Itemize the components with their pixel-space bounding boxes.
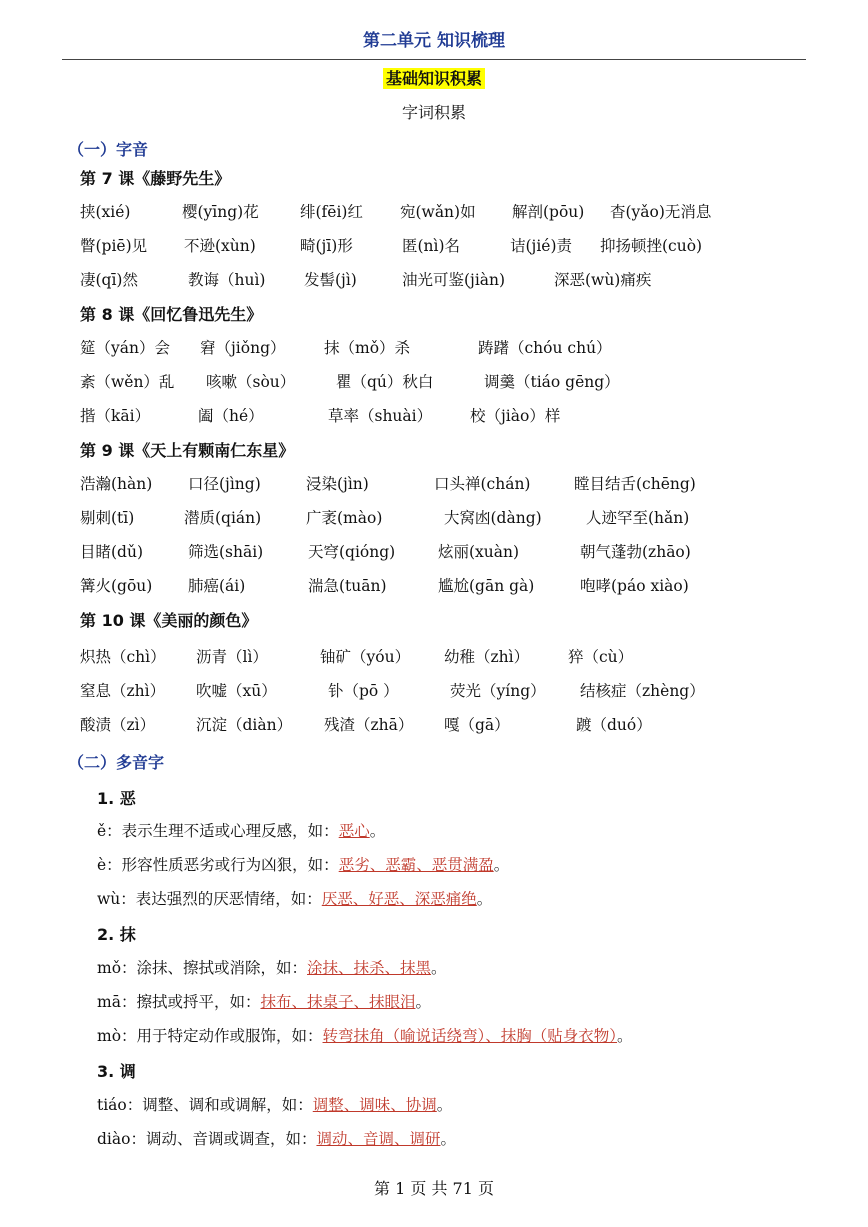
polyphone-def (97, 990, 431, 1012)
word: 目睹(dǔ) (80, 543, 143, 561)
word: 油光可鉴(jiàn) (402, 271, 506, 289)
def-example: 厌恶、好恶、深恶痛绝 (321, 890, 477, 908)
lesson-8-row-1 (80, 336, 800, 360)
word: 炫丽(xuàn) (438, 543, 520, 561)
word: 筵（yán）会 (80, 339, 170, 357)
def-example: 涂抹、抹杀、抹黑 (307, 959, 432, 977)
lesson-10-row-1 (80, 645, 800, 669)
word: 杳(yǎo)无消息 (610, 203, 712, 221)
def-end: 。 (436, 1096, 453, 1114)
polyphone-head-2: 2. 抹 (97, 925, 136, 944)
polyphone-def (97, 956, 447, 978)
word: 樱(yīng)花 (182, 203, 259, 221)
def-text: mǒ：涂抹、擦拭或消除，如： (97, 959, 308, 977)
def-text: ě：表示生理不适或心理反感，如： (97, 822, 339, 840)
def-text: wù：表达强烈的厌恶情绪，如： (97, 890, 322, 908)
word: 踌躇（chóu chú） (478, 339, 612, 357)
word: 抹（mǒ）杀 (324, 339, 411, 357)
lesson-10-row-2 (80, 679, 800, 703)
word: 匿(nì)名 (402, 237, 461, 255)
word: 篝火(gōu) (80, 577, 153, 595)
def-end: 。 (493, 856, 510, 874)
word: 猝（cù） (568, 648, 634, 666)
def-text: mò：用于特定动作或服饰，如： (97, 1027, 323, 1045)
word: 筛选(shāi) (188, 543, 264, 561)
part1-heading: （一）字音 (68, 140, 149, 159)
lesson-9-row-4 (80, 574, 800, 598)
word: 阖（hé） (198, 407, 264, 425)
word: 口头禅(chán) (434, 475, 531, 493)
word: 窒息（zhì） (80, 682, 166, 700)
word: 调羹（tiáo gēng） (484, 373, 620, 391)
word: 湍急(tuān) (308, 577, 387, 595)
word: 窘（jiǒng） (200, 339, 286, 357)
part2-heading: （二）多音字 (68, 753, 165, 772)
polyphone-head-1: 1. 恶 (97, 789, 136, 808)
word: 咆哮(páo xiào) (580, 577, 689, 595)
word: 炽热（chì） (80, 648, 166, 666)
word: 剔刺(tī) (80, 509, 135, 527)
word: 天穹(qióng) (308, 543, 396, 561)
word: 嘎（gā） (444, 716, 510, 734)
def-end: 。 (617, 1027, 633, 1045)
word: 教诲（huì) (188, 271, 266, 289)
word: 吹嘘（xū） (196, 682, 277, 700)
section-title-highlight: 基础知识积累 (383, 68, 485, 89)
def-example: 恶心 (338, 822, 370, 840)
word: 解剖(pōu) (512, 203, 585, 221)
word: 凄(qī)然 (80, 271, 138, 289)
def-end: 。 (440, 1130, 456, 1148)
page-footer: 第 1 页 共 71 页 (374, 1179, 494, 1198)
word: 沉淀（diàn） (196, 716, 293, 734)
word: 浸染(jìn) (306, 475, 369, 493)
def-end: 。 (431, 959, 447, 977)
lesson-7-row-3 (80, 268, 800, 292)
word: 铀矿（yóu） (320, 648, 411, 666)
def-text: è：形容性质恶劣或行为凶狠，如： (97, 856, 339, 874)
word: 草率（shuài） (328, 407, 433, 425)
word: 瞿（qú）秋白 (336, 373, 434, 391)
lesson-8-row-3 (80, 404, 800, 428)
lesson-7-row-2 (80, 234, 800, 258)
lesson-9-row-2 (80, 506, 800, 530)
word: 绯(fēi)红 (300, 203, 363, 221)
def-text: mā：擦拭或捋平，如： (97, 993, 261, 1011)
def-example: 抹布、抹桌子、抹眼泪 (260, 993, 416, 1011)
word: 踱（duó） (576, 716, 652, 734)
polyphone-def (97, 887, 492, 909)
header-title: 第二单元 知识梳理 (363, 31, 505, 51)
word: 畸(jī)形 (300, 237, 353, 255)
word: 校（jiào）样 (470, 407, 561, 425)
word: 结核症（zhèng） (580, 682, 705, 700)
word: 尴尬(gān gà) (438, 577, 535, 595)
polyphone-def (97, 1024, 633, 1046)
word: 深恶(wù)痛疾 (554, 271, 652, 289)
word: 不逊(xùn) (184, 237, 256, 255)
lesson-9-row-1 (80, 472, 800, 496)
word: 幼稚（zhì） (444, 648, 530, 666)
word: 钋（pō ） (328, 682, 399, 700)
polyphone-head-3: 3. 调 (97, 1062, 136, 1081)
word: 紊（wěn）乱 (80, 373, 175, 391)
lesson-8-row-2 (80, 370, 800, 394)
header-divider (62, 59, 806, 60)
def-example: 调整、调味、协调 (312, 1096, 437, 1114)
def-text: diào：调动、音调或调查，如： (97, 1130, 317, 1148)
def-end: 。 (415, 993, 431, 1011)
word: 抑扬顿挫(cuò) (600, 237, 703, 255)
def-example: 调动、音调、调研 (316, 1130, 441, 1148)
polyphone-def (97, 819, 385, 841)
word: 揩（kāi） (80, 407, 151, 425)
lesson-8-title: 第 8 课《回忆鲁迅先生》 (80, 305, 263, 324)
word: 酸渍（zì） (80, 716, 156, 734)
word: 瞥(piē)见 (80, 237, 148, 255)
lesson-9-row-3 (80, 540, 800, 564)
word: 宛(wǎn)如 (400, 203, 476, 221)
def-end: 。 (369, 822, 386, 840)
word: 诘(jié)责 (510, 237, 573, 255)
word: 发髻(jì) (304, 271, 357, 289)
lesson-9-title: 第 9 课《天上有颗南仁东星》 (80, 441, 295, 460)
word: 广袤(mào) (306, 509, 383, 527)
polyphone-def (97, 1127, 456, 1149)
word: 残渣（zhā） (324, 716, 414, 734)
def-end: 。 (476, 890, 493, 908)
def-text: tiáo：调整、调和或调解，如： (97, 1096, 313, 1114)
word: 挟(xié) (80, 203, 131, 221)
word: 咳嗽（sòu） (206, 373, 296, 391)
def-example: 恶劣、恶霸、恶贯满盈 (338, 856, 494, 874)
subtitle: 字词积累 (401, 103, 466, 122)
lesson-7-title: 第 7 课《藤野先生》 (80, 169, 231, 188)
lesson-10-row-3 (80, 713, 800, 737)
def-example: 转弯抹角（喻说话绕弯）、抹胸（贴身衣物） (322, 1027, 618, 1045)
word: 人迹罕至(hǎn) (586, 509, 690, 527)
polyphone-def (97, 853, 509, 875)
polyphone-def (97, 1093, 452, 1115)
word: 瞠目结舌(chēng) (574, 475, 696, 493)
word: 肺癌(ái) (188, 577, 246, 595)
word: 大窝凼(dàng) (444, 509, 542, 527)
word: 沥青（lì） (196, 648, 268, 666)
word: 荧光（yíng） (450, 682, 546, 700)
lesson-7-row-1 (80, 200, 800, 224)
word: 朝气蓬勃(zhāo) (580, 543, 691, 561)
section-title (0, 66, 868, 89)
word: 口径(jìng) (188, 475, 261, 493)
word: 浩瀚(hàn) (80, 475, 153, 493)
lesson-10-title: 第 10 课《美丽的颜色》 (80, 611, 258, 630)
word: 潜质(qián) (184, 509, 262, 527)
